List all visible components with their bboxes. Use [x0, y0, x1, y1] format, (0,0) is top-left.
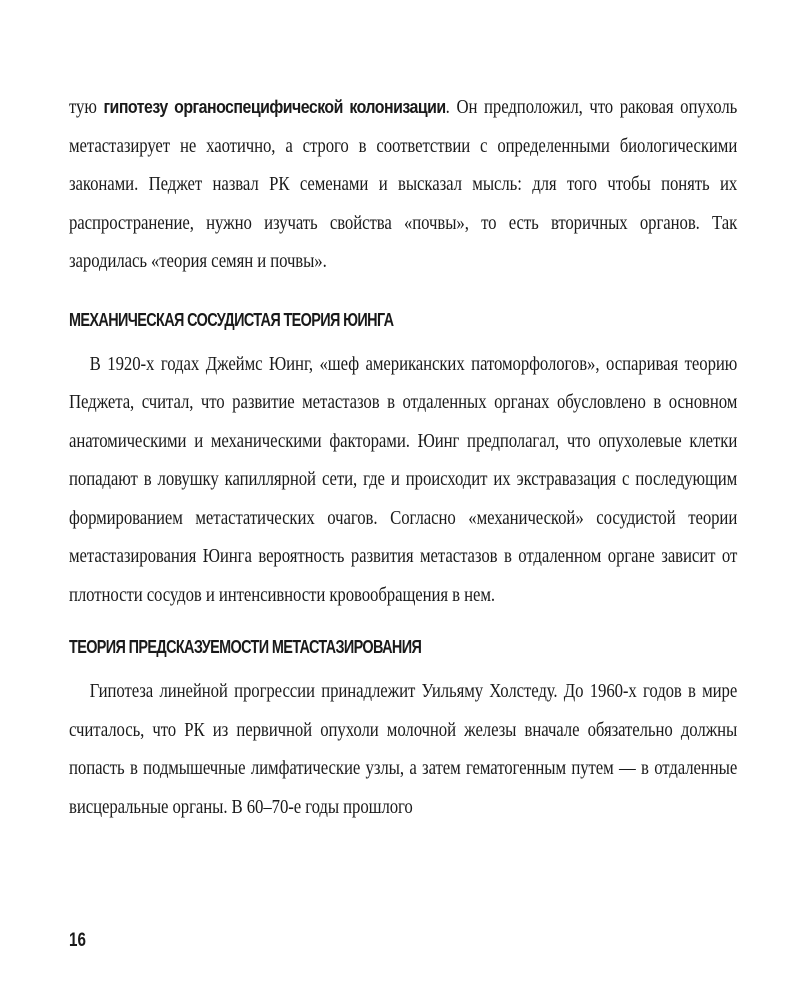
- section-heading-predictability: ТЕОРИЯ ПРЕДСКАЗУЕМОСТИ МЕТАСТАЗИРОВАНИЯ: [69, 636, 422, 657]
- paragraph-lead: тую: [69, 97, 104, 118]
- paragraph-seed-and-soil: [69, 88, 737, 282]
- paragraph-ewing-theory: В 1920-х годах Джеймс Юинг, «шеф американских патоморфологов», оспаривая теорию Педжета, считал, что развитие метастазов в отдаленных органах обусловлено в основном анатомическими и механическими факторами. Юинг предполагал, что опухолевые клетки попадают в ловушку капиллярной сети, где и происходит их экстравазация с последующим формированием метастатических очагов. Согласно «механической» сосудистой теории метастазирования Юинга вероятность развития метастазов в отдаленном органе зависит от плотности сосудов и интенсивности кровообращения в нем.: [69, 353, 738, 606]
- section-heading-ewing: МЕХАНИЧЕСКАЯ СОСУДИСТАЯ ТЕОРИЯ ЮИНГА: [69, 308, 394, 330]
- paragraph-rest: . Он предположил, что раковая опухоль метастазирует не хаотично, а строго в соответствии с определенными биологическими законами. Педжет назвал РК семенами и высказал мысль: для того чтобы понять их распространение, нужно изучать свойства «почвы», то есть вторичных органов. Так зародилась «теория семян и почвы».: [69, 97, 738, 272]
- bold-term: гипотезу органоспецифической колонизации: [103, 96, 446, 117]
- page-number: 16: [69, 930, 86, 951]
- paragraph-halsted: Гипотеза линейной прогрессии принадлежит Уильяму Холстеду. До 1960-х годов в мире считалось, что РК из первичной опухоли молочной железы вначале обязательно должны попасть в подмышечные лимфатические узлы, а затем гематогенным путем — в отдаленные висцеральные органы. В 60–70-е годы прошлого: [69, 681, 738, 818]
- page-body: [69, 88, 737, 827]
